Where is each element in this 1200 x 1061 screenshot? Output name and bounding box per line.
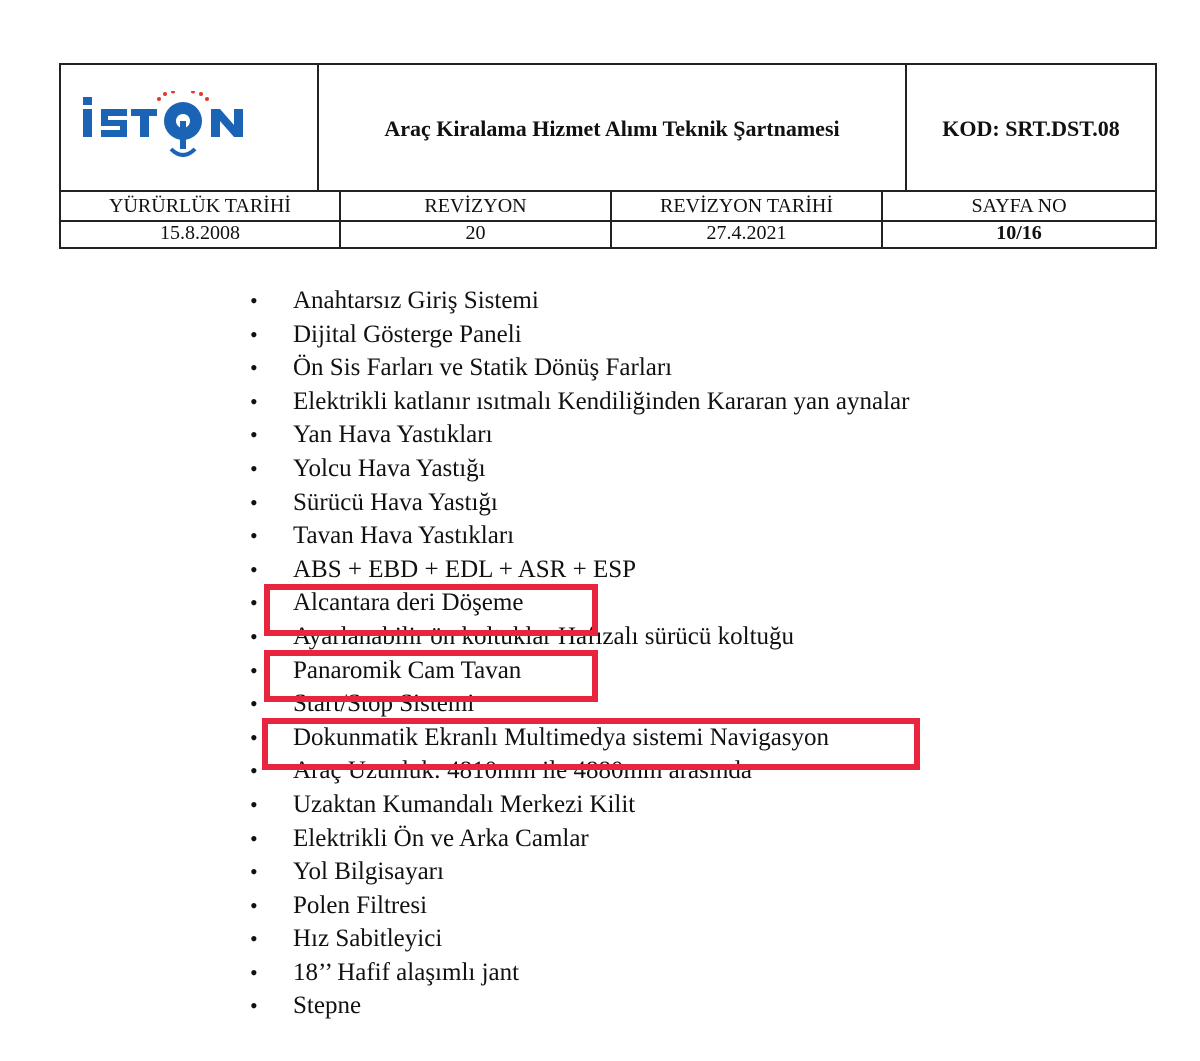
list-item: • Sürücü Hava Yastığı <box>250 486 909 520</box>
document-title: Araç Kiralama Hizmet Alımı Teknik Şartnamesi <box>319 65 907 192</box>
label-page-no: SAYFA NO <box>971 194 1067 217</box>
highlight-box-alcantara <box>264 584 598 636</box>
list-item: • Yol Bilgisayarı <box>250 855 909 889</box>
list-item: • ABS + EBD + EDL + ASR + ESP <box>250 553 909 587</box>
list-item: • Elektrikli Ön ve Arka Camlar <box>250 822 909 856</box>
highlight-box-panoramic <box>264 650 598 702</box>
list-item: • Start/Stop Sistemi <box>250 687 909 721</box>
list-item: • Araç Uzunluk: 4810mm ile 4880mm arasında <box>250 754 909 788</box>
label-revision-date: REVİZYON TARİHİ <box>612 192 883 220</box>
list-item: • Yan Hava Yastıkları <box>250 418 909 452</box>
list-item: • Ön Sis Farları ve Statik Dönüş Farları <box>250 351 909 385</box>
header-labels-row <box>59 190 1157 222</box>
list-item: • Tavan Hava Yastıkları <box>250 519 909 553</box>
list-item: • Stepne <box>250 989 909 1023</box>
list-item: • Yolcu Hava Yastığı <box>250 452 909 486</box>
document-header <box>59 63 1155 249</box>
value-revision-date: 27.4.2021 <box>612 220 883 247</box>
value-page-no: 10/16 <box>996 222 1042 244</box>
list-item: • Dokunmatik Ekranlı Multimedya sistemi Navigasyon <box>250 721 909 755</box>
list-item: • Polen Filtresi <box>250 889 909 923</box>
value-effective-date: 15.8.2008 <box>61 220 341 247</box>
logo-cell <box>61 65 319 192</box>
list-item: • Panaromik Cam Tavan <box>250 654 909 688</box>
label-revision: REVİZYON <box>341 192 612 220</box>
list-item: • Ayarlanabilir ön koltuklar Hafızalı sürücü koltuğu <box>250 620 909 654</box>
list-item: • Hız Sabitleyici <box>250 922 909 956</box>
header-top-row <box>59 63 1157 192</box>
list-item: • Anahtarsız Giriş Sistemi <box>250 284 909 318</box>
document-code: KOD: SRT.DST.08 <box>942 115 1120 141</box>
list-item: • Elektrikli katlanır ısıtmalı Kendiliğinden Kararan yan aynalar <box>250 385 909 419</box>
label-effective-date: YÜRÜRLÜK TARİHİ <box>61 192 341 220</box>
value-revision: 20 <box>341 220 612 247</box>
list-item: • Uzaktan Kumandalı Merkezi Kilit <box>250 788 909 822</box>
list-item: • 18’’ Hafif alaşımlı jant <box>250 956 909 990</box>
highlight-box-navigation <box>262 718 920 770</box>
iston-logo <box>79 91 279 176</box>
list-item: • Alcantara deri Döşeme <box>250 586 909 620</box>
header-values-row <box>59 220 1157 249</box>
list-item: • Dijital Gösterge Paneli <box>250 318 909 352</box>
logo-graphic <box>79 91 279 171</box>
